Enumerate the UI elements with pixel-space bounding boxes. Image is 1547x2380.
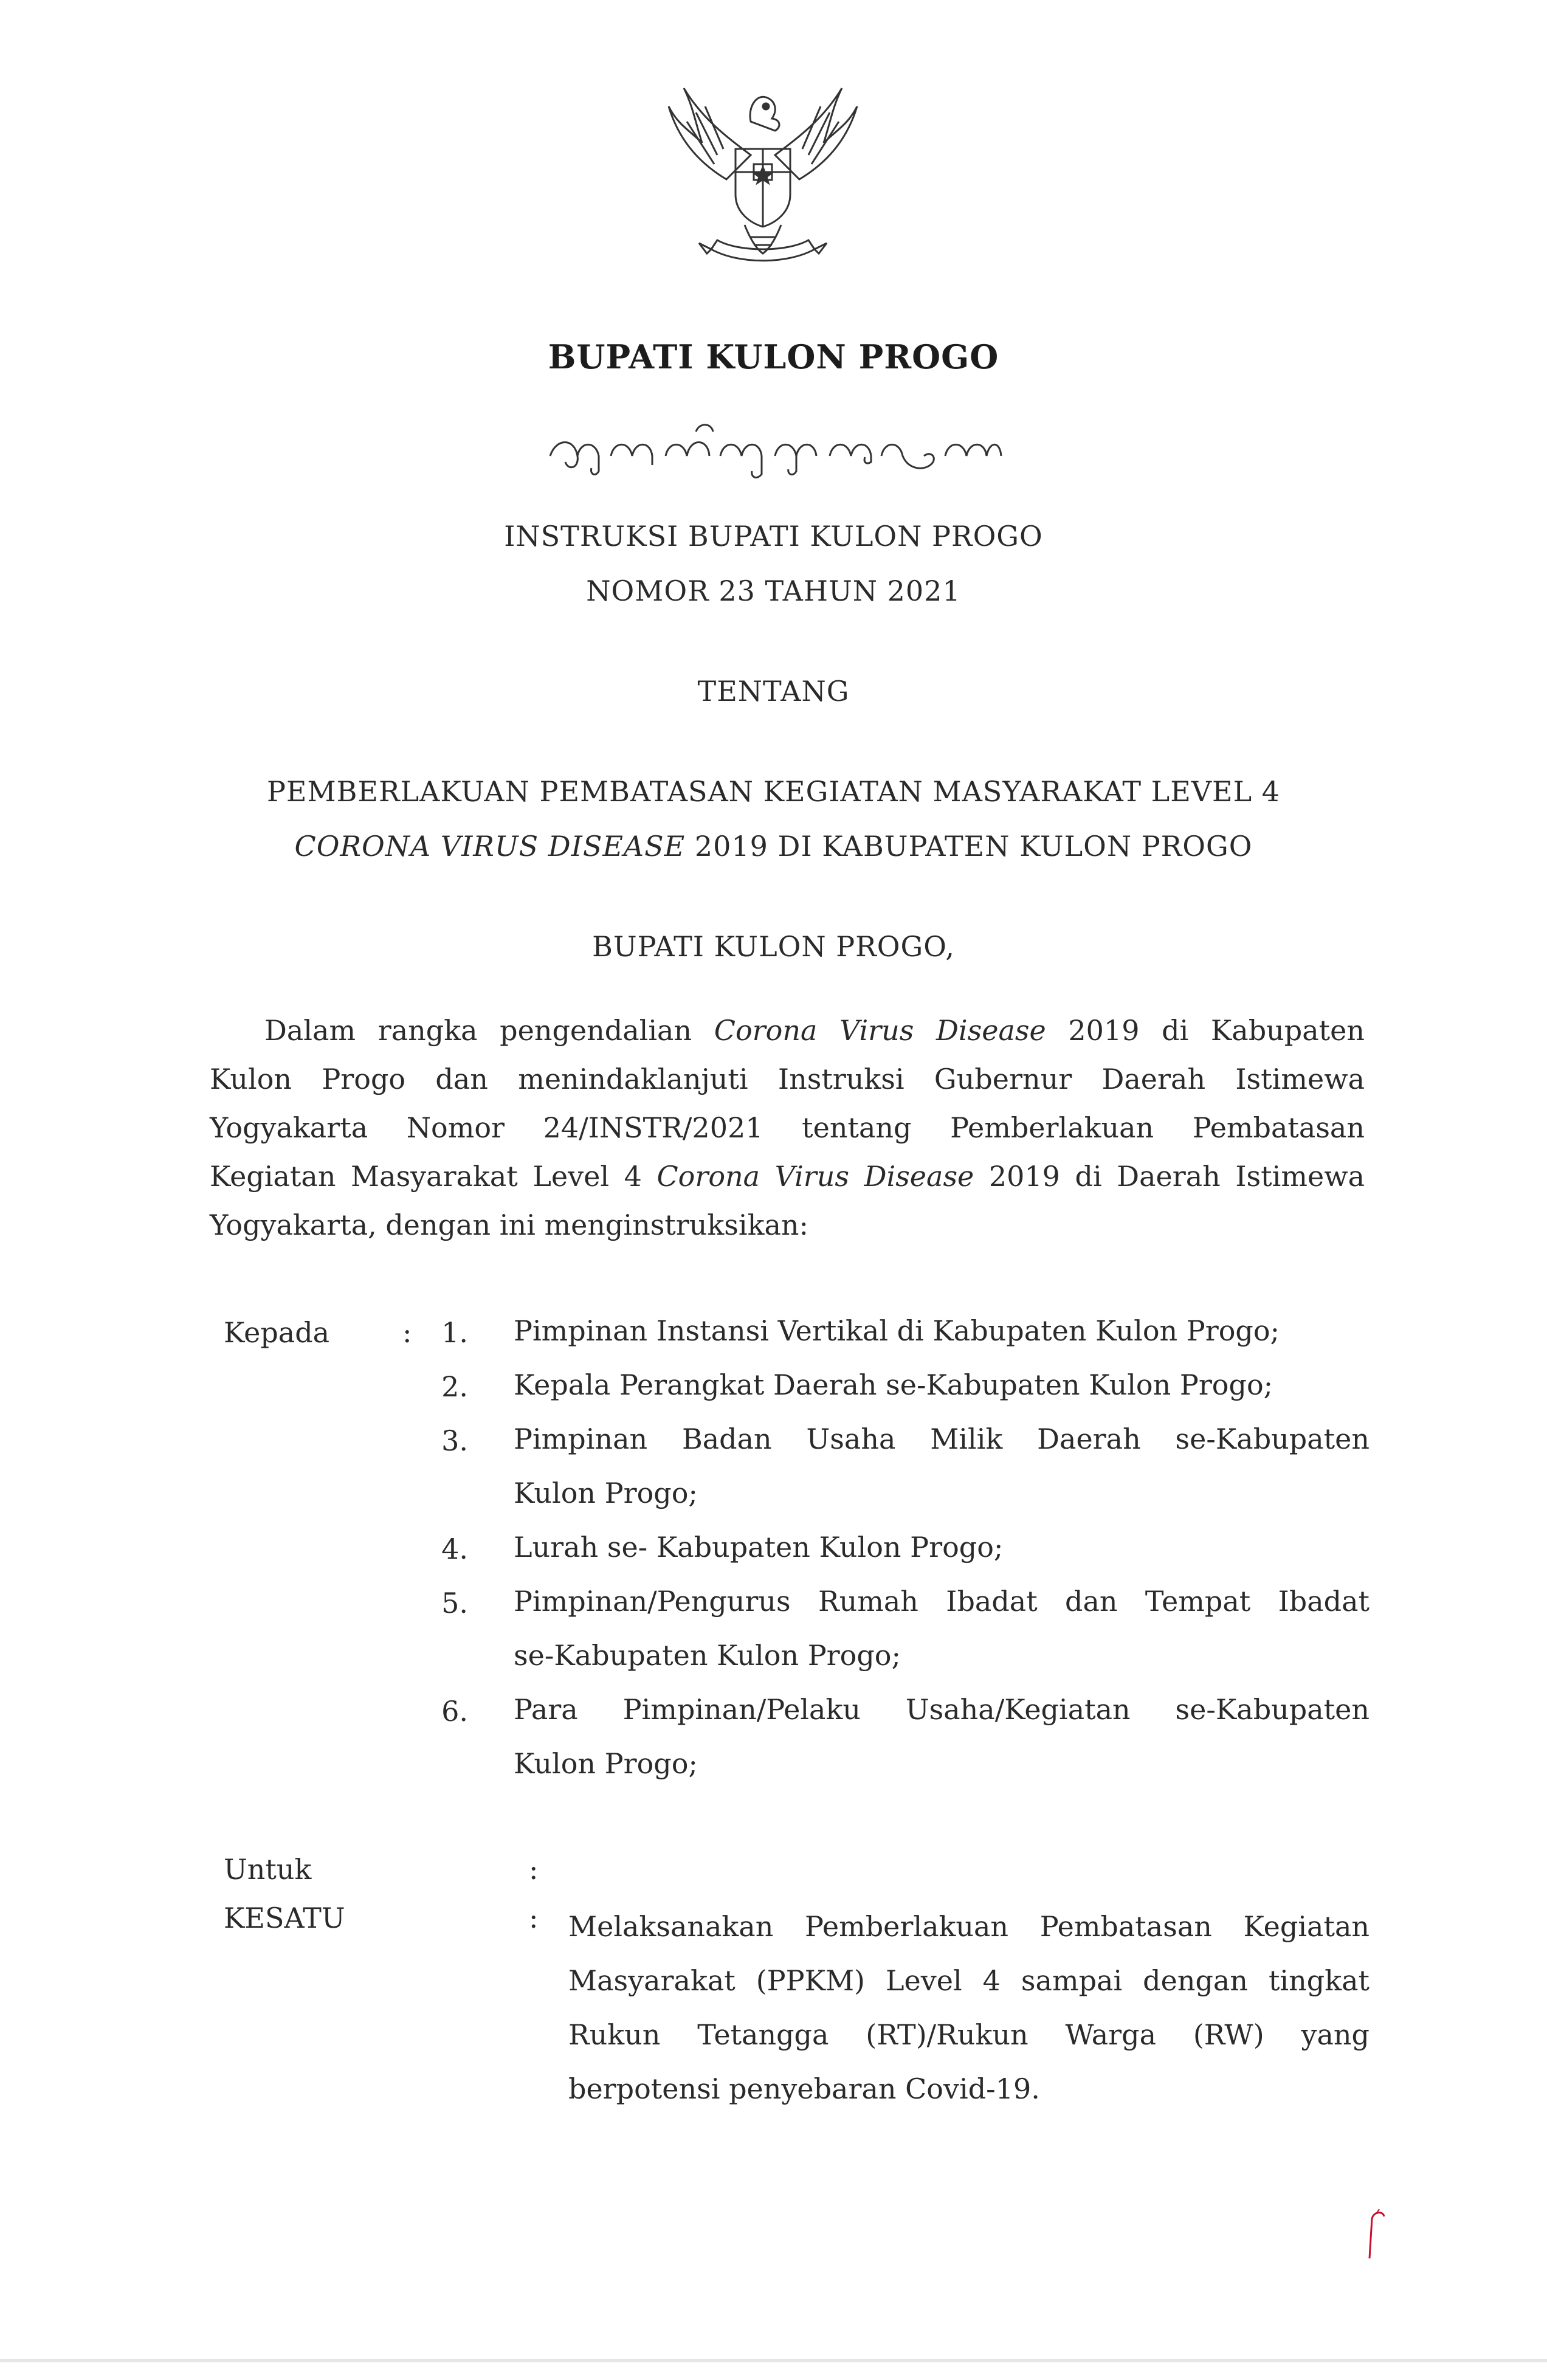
text-run: Kegiatan Masyarakat Level 4 xyxy=(210,1160,657,1193)
recipient-number: 1. xyxy=(441,1316,468,1349)
kesatu-line: Melaksanakan Pemberlakuan Pembatasan Kegiatan xyxy=(568,1910,1370,1943)
about-heading: TENTANG xyxy=(697,675,850,708)
kesatu-instruction xyxy=(568,1900,1370,2116)
recipient-item-text: Lurah se- Kabupaten Kulon Progo; xyxy=(514,1531,1004,1564)
regent-salutation: BUPATI KULON PROGO, xyxy=(592,930,955,963)
text-run: Yogyakarta, dengan ini menginstruksikan: xyxy=(210,1209,809,1241)
subject-line-2 xyxy=(0,830,1547,863)
text-run: 2019 di Daerah Istimewa xyxy=(974,1160,1365,1193)
italic-term: Corona Virus Disease xyxy=(656,1160,974,1193)
instruction-title: INSTRUKSI BUPATI KULON PROGO xyxy=(504,520,1043,553)
recipient-item-text: Kepala Perangkat Daerah se-Kabupaten Kulon Progo; xyxy=(514,1368,1273,1401)
untuk-colon: : xyxy=(529,1853,539,1886)
preamble-line xyxy=(210,1006,1365,1055)
kesatu-line: berpotensi penyebaran Covid-19. xyxy=(568,2072,1040,2105)
garuda-emblem-icon xyxy=(660,64,866,274)
kesatu-label: KESATU xyxy=(224,1902,345,1934)
text-run: Yogyakarta Nomor 24/INSTR/2021 tentang Pemberlakuan Pembatasan xyxy=(210,1111,1365,1144)
instruction-number: NOMOR 23 TAHUN 2021 xyxy=(586,574,961,607)
preamble-line xyxy=(210,1201,1365,1249)
recipient-item-text: Kulon Progo; xyxy=(514,1747,698,1780)
kepada-colon: : xyxy=(402,1316,412,1349)
italic-term: Corona Virus Disease xyxy=(714,1014,1046,1047)
javanese-script-heading-icon xyxy=(544,413,1006,486)
recipient-number: 3. xyxy=(441,1424,468,1457)
regent-title: BUPATI KULON PROGO xyxy=(548,337,999,376)
subject-italic-term: CORONA VIRUS DISEASE xyxy=(294,830,686,863)
kesatu-colon: : xyxy=(529,1902,539,1934)
kesatu-line: Masyarakat (PPKM) Level 4 sampai dengan tingkat xyxy=(568,1964,1370,1997)
preamble-line xyxy=(210,1055,1365,1103)
recipient-item-text: Para Pimpinan/Pelaku Usaha/Kegiatan se-Kabupaten xyxy=(514,1693,1370,1726)
recipient-number: 6. xyxy=(441,1695,468,1728)
recipient-item-text: Pimpinan Badan Usaha Milik Daerah se-Kabupaten xyxy=(514,1423,1370,1455)
recipient-item-text: Pimpinan/Pengurus Rumah Ibadat dan Tempat Ibadat xyxy=(514,1585,1370,1618)
preamble-paragraph xyxy=(210,1006,1365,1249)
kepada-label: Kepada xyxy=(224,1316,330,1349)
scan-bottom-edge xyxy=(0,2359,1547,2362)
recipient-item-text: se-Kabupaten Kulon Progo; xyxy=(514,1639,901,1672)
recipient-number: 4. xyxy=(441,1533,468,1565)
recipient-item-text: Kulon Progo; xyxy=(514,1477,698,1509)
text-run: Kulon Progo dan menindaklanjuti Instruksi Gubernur Daerah Istimewa xyxy=(210,1063,1365,1095)
handwritten-initial-mark-icon xyxy=(1359,2207,1395,2261)
subject-rest: 2019 DI KABUPATEN KULON PROGO xyxy=(685,830,1253,863)
kesatu-line: Rukun Tetangga (RT)/Rukun Warga (RW) yang xyxy=(568,2018,1370,2051)
recipient-item-text: Pimpinan Instansi Vertikal di Kabupaten Kulon Progo; xyxy=(514,1314,1280,1347)
recipient-number: 5. xyxy=(441,1587,468,1619)
preamble-line xyxy=(210,1152,1365,1201)
recipient-number: 2. xyxy=(441,1370,468,1403)
text-run: Dalam rangka pengendalian xyxy=(264,1014,714,1047)
untuk-label: Untuk xyxy=(224,1853,312,1886)
preamble-line xyxy=(210,1103,1365,1152)
text-run: 2019 di Kabupaten xyxy=(1046,1014,1365,1047)
subject-line-1: PEMBERLAKUAN PEMBATASAN KEGIATAN MASYARAKAT LEVEL 4 xyxy=(266,775,1281,808)
